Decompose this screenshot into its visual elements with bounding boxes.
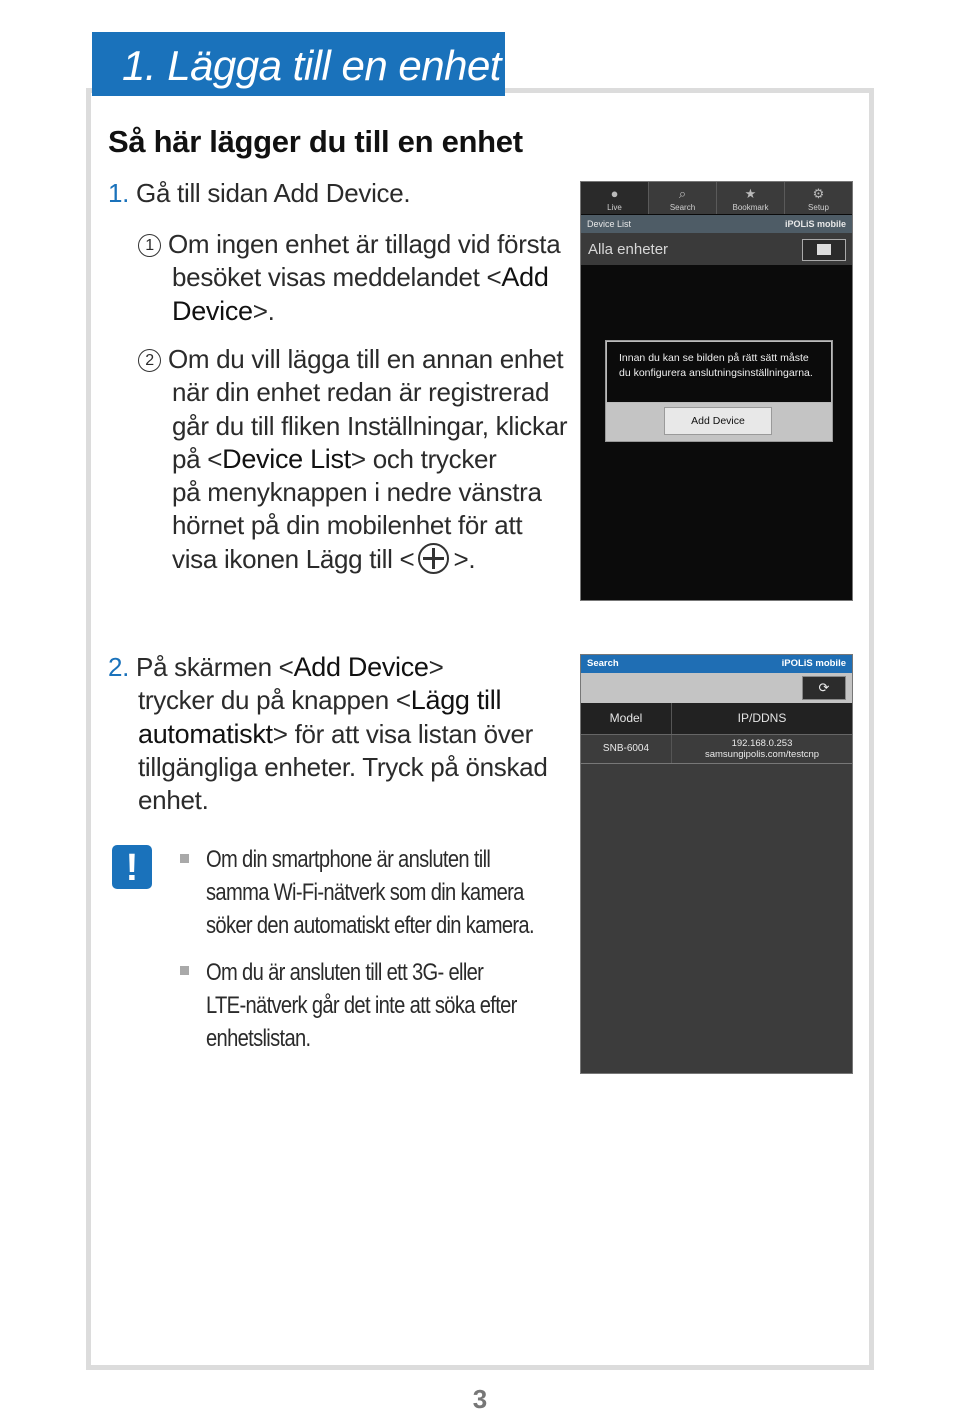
step1-number: 1. <box>108 178 130 208</box>
step2-bold-lagg: Lägg till <box>410 685 502 716</box>
step2-bold-auto: automatiskt <box>138 718 273 749</box>
refresh-button[interactable] <box>802 676 846 700</box>
step2-line1-pre: På skärmen < <box>136 652 294 682</box>
sub2-line7-post: >. <box>453 543 476 574</box>
tab-bookmark[interactable] <box>717 182 785 214</box>
list-title-bar <box>581 233 852 265</box>
page-number: 3 <box>472 1384 488 1414</box>
note2-line3: enhetslistan. <box>206 1025 311 1052</box>
sub2-marker: 2 <box>138 349 161 372</box>
sub1-marker: 1 <box>138 234 161 257</box>
section-title: 1. Lägga till en enhet <box>92 32 505 96</box>
column-model: Model <box>581 703 672 734</box>
add-device-button[interactable]: Add Device <box>664 407 772 435</box>
sub1-line3-post: >. <box>252 295 275 326</box>
note1-line2: samma Wi-Fi-nätverk som din kamera <box>206 879 524 906</box>
step2-line5: enhet. <box>138 785 209 816</box>
sub2-bold-devicelist: Device List <box>222 443 351 474</box>
sub1-line1: Om ingen enhet är tillagd vid första <box>167 229 561 259</box>
note-bullet-2 <box>206 956 517 1055</box>
step1-sub2 <box>138 343 567 576</box>
page-heading: Så här lägger du till en enhet <box>108 124 523 159</box>
sub2-line2: när din enhet redan är registrerad <box>172 377 550 408</box>
list-title: Alla enheter <box>588 241 669 258</box>
brand-label-2: iPOLiS mobile <box>781 658 846 669</box>
phone-screenshot-search <box>580 654 853 1074</box>
search-header-label: Search <box>587 658 619 669</box>
step2-block <box>108 651 548 817</box>
table-row[interactable] <box>581 734 852 764</box>
tab-bookmark-label: Bookmark <box>732 203 769 212</box>
exclamation-icon: ! <box>112 845 152 889</box>
sub2-line1: Om du vill lägga till en annan enhet <box>167 344 564 374</box>
sub2-line6: hörnet på din mobilenhet för att <box>172 510 523 541</box>
gear-icon: ⚙ <box>812 186 825 201</box>
bullet-icon <box>180 966 189 975</box>
add-circle-icon <box>418 543 449 574</box>
tab-setup[interactable] <box>785 182 852 214</box>
step2-number: 2. <box>108 652 130 682</box>
sub1-bold-device: Device <box>172 295 253 326</box>
device-list-label: Device List <box>587 219 632 229</box>
refresh-icon: ⟳ <box>818 680 830 695</box>
sub1-line2: besöket visas meddelandet < <box>172 262 502 293</box>
row-ip: 192.168.0.253 <box>731 738 793 749</box>
sub2-line7-pre: visa ikonen Lägg till < <box>172 543 415 574</box>
note1-line3: söker den automatiskt efter din kamera. <box>206 912 534 939</box>
tab-search[interactable] <box>649 182 717 214</box>
note2-line2: LTE-nätverk går det inte att söka efter <box>206 992 517 1019</box>
column-ip: IP/DDNS <box>737 711 787 725</box>
row-ddns: samsungipolis.com/testcnp <box>704 749 820 760</box>
note2-line1: Om du är ansluten till ett 3G- eller <box>206 959 484 986</box>
tab-setup-label: Setup <box>808 203 829 212</box>
step1-line <box>108 177 410 210</box>
row-model: SNB-6004 <box>581 735 672 763</box>
brand-label: iPOLiS mobile <box>784 219 846 229</box>
search-icon: ⌕ <box>678 186 687 201</box>
sub2-line4-post: > och trycker <box>350 443 497 474</box>
step2-line4: tillgängliga enheter. Tryck på önskad <box>138 751 548 782</box>
table-header <box>581 703 852 734</box>
live-icon: ● <box>610 186 619 201</box>
tab-search-label: Search <box>669 203 696 212</box>
note1-line1: Om din smartphone är ansluten till <box>206 846 491 873</box>
tab-live-label: Live <box>607 203 622 212</box>
row-address <box>672 738 852 760</box>
search-toolbar <box>581 673 852 703</box>
step1-text: Gå till sidan Add Device. <box>136 178 411 208</box>
sub2-line5: på menyknappen i nedre vänstra <box>172 477 542 508</box>
bookmark-icon <box>817 244 831 255</box>
bookmark-button[interactable] <box>802 239 846 261</box>
device-list-bar <box>581 215 852 233</box>
phone-tab-bar <box>581 182 852 214</box>
step2-bold-adddevice: Add Device <box>293 652 429 682</box>
step1-sub1 <box>138 228 560 328</box>
add-device-dialog <box>605 340 833 442</box>
star-icon: ★ <box>744 186 757 201</box>
tab-live[interactable] <box>581 182 649 214</box>
note-bullet-1 <box>206 843 534 942</box>
sub2-line4-pre: på < <box>172 443 223 474</box>
search-header <box>581 655 852 673</box>
bullet-icon <box>180 854 189 863</box>
step2-line2-pre: trycker du på knappen < <box>138 685 411 716</box>
step2-line1-post: > <box>428 652 444 682</box>
dialog-message: Innan du kan se bilden på rätt sätt måste du konfigurera anslutningsinställningarna. <box>606 341 832 403</box>
sub1-bold-add: Add <box>501 262 549 293</box>
sub2-line3: går du till fliken Inställningar, klickar <box>172 410 568 441</box>
step2-line3-post: > för att visa listan över <box>272 718 534 749</box>
phone-screenshot-device-list <box>580 181 853 601</box>
